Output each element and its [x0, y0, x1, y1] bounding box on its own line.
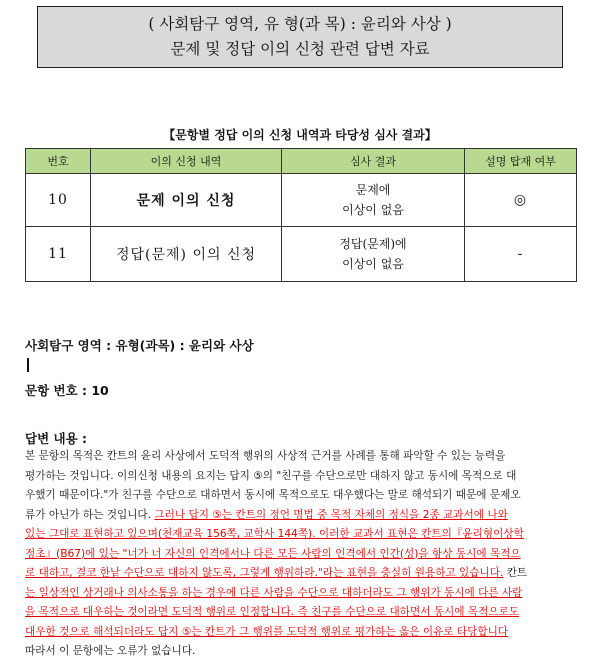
row-number: 10 — [26, 174, 91, 227]
answer-line: 우했기 때문이다."가 친구를 수단으로 대하면서 동시에 목적으로도 대우했다는 말로 해석되기 때문에 문제오 — [25, 489, 521, 501]
highlighted-line: 는 일상적인 상거래나 의사소통을 하는 경우에 다른 사람을 수단으로 대하더라도 그 행위가 동시에 다른 사람 — [25, 586, 523, 599]
document-title-box — [37, 6, 563, 68]
row-number: 11 — [26, 227, 91, 282]
title-line-2: 문제 및 정답 이의 신청 관련 답변 자료 — [170, 40, 430, 58]
header-number: 번호 — [26, 149, 91, 174]
highlighted-line: 을 목적으로 대우하는 것이라면 도덕적 행위로 인정합니다. 즉 친구를 수단으로 대하면서 동시에 목적으로도 — [25, 606, 520, 618]
table-row — [26, 174, 577, 227]
answer-line — [25, 506, 577, 526]
highlighted-line: 정초』(B67)에 있는 "너가 너 자신의 인격에서나 다른 모든 사람의 인격에서 인간(성)을 항상 동시에 목적으 — [25, 547, 521, 560]
row-result-line1: 정답(문제)에 — [339, 237, 407, 251]
title-line-1: ( 사회탐구 영역, 유 형(과 목) : 윤리와 사상 ) — [148, 15, 452, 33]
row-content: 정답(문제) 이의 신청 — [91, 227, 282, 282]
highlighted-line: 있는 그대로 표현하고 있으며(천재교육 156쪽, 교학사 144쪽). 이러한 교과서 표현은 칸트의『윤리형이상학 — [25, 528, 524, 540]
row-posted: ◎ — [465, 174, 577, 227]
answer-line — [25, 564, 577, 584]
section-heading: 【문항별 정답 이의 신청 내역과 타당성 심사 결과】 — [163, 128, 437, 142]
answer-body — [25, 447, 577, 662]
row-result-line1: 문제에 — [355, 183, 391, 197]
highlighted-text: 그러나 답지 ⑤는 칸트의 정언 명법 중 목적 자체의 정식을 2종 교과서에 나와 — [154, 508, 508, 521]
answer-line: 본 문항의 목적은 칸트의 윤리 사상에서 도덕적 행위의 사상적 근거를 사례를 통해 파악할 수 있는 능력을 — [25, 450, 506, 462]
review-table — [25, 148, 577, 282]
text-cursor — [27, 358, 29, 372]
table-header-row — [26, 149, 577, 174]
answer-line: 따라서 이 문항에는 오류가 없습니다. — [25, 645, 196, 657]
answer-text: 류가 아닌가 하는 것입니다. — [25, 508, 155, 521]
row-result-line2: 이상이 없음 — [342, 257, 404, 271]
row-posted: - — [465, 227, 577, 282]
row-content: 문제 이의 신청 — [91, 174, 282, 227]
header-content: 이의 신청 내역 — [91, 149, 282, 174]
highlighted-line: 대우한 것으로 해석되더라도 답지 ⑤는 칸트가 그 행위를 도덕적 행위로 평가하는 옳은 이유로 타당합니다 — [25, 625, 509, 638]
highlighted-text: 로 대하고, 결코 한낱 수단으로 대하지 않도록, 그렇게 행위하라."라는 표현을 충실히 원용하고 있습니다. — [25, 567, 504, 579]
header-result: 심사 결과 — [282, 149, 465, 174]
row-result-line2: 이상이 없음 — [342, 203, 404, 217]
answer-text: 칸트 — [503, 567, 528, 579]
row-result — [282, 174, 465, 227]
answer-label: 답변 내용 : — [25, 431, 88, 446]
row-result — [282, 227, 465, 282]
table-row — [26, 227, 577, 282]
header-posted: 설명 탑재 여부 — [465, 149, 577, 174]
answer-line: 평가하는 것입니다. 이의신청 내용의 요지는 답지 ⑤의 "친구를 수단으로만 대하지 않고 동시에 목적으로 대 — [25, 469, 517, 482]
subject-line: 사회탐구 영역 : 유형(과목) : 윤리와 사상 — [25, 338, 254, 353]
question-number: 문항 번호 : 10 — [25, 383, 109, 398]
